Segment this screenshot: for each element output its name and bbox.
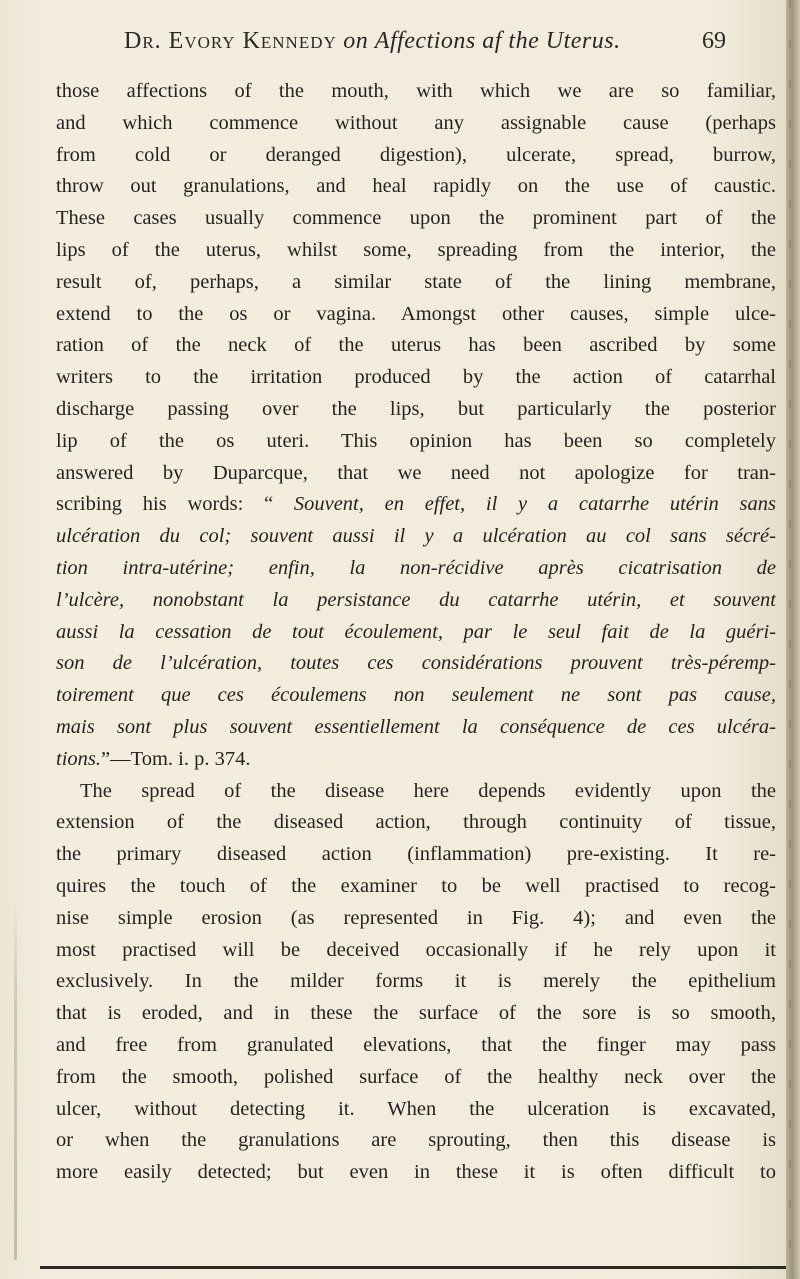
text-line-content: ulcer, without detecting it. When the ulceration is excavated, <box>56 1097 776 1120</box>
text-line <box>56 203 776 235</box>
text-line-content: the primary diseased action (inflammation) pre-existing. It re- <box>56 843 776 866</box>
text-line <box>56 871 776 903</box>
text-line-content: most practised will be deceived occasionally if he rely upon it <box>56 938 776 961</box>
text-line-content: scribing his words: “ <box>56 493 294 516</box>
text-line <box>56 680 776 712</box>
text-line <box>56 521 776 553</box>
text-line-content: from cold or deranged digestion), ulcerate, spread, burrow, <box>56 143 776 166</box>
quoted-french-text: tions. <box>56 747 101 770</box>
text-line-content: that is eroded, and in these the surface of the sore is so smooth, <box>56 1002 776 1025</box>
text-line-content: those affections of the mouth, with which we are so familiar, <box>56 80 776 102</box>
text-line <box>56 744 776 776</box>
text-line <box>56 1030 776 1062</box>
quoted-french-text: tion intra-utérine; enfin, la non-récidive après cicatrisation de <box>56 556 776 579</box>
text-line-content: or when the granulations are sprouting, then this disease is <box>56 1129 776 1152</box>
text-line <box>56 1125 776 1157</box>
text-line <box>56 1094 776 1126</box>
page-shadow <box>14 900 17 1260</box>
text-line <box>56 903 776 935</box>
text-line-content: and which commence without any assignable cause (perhaps <box>56 111 776 134</box>
quoted-french-text: toirement que ces écoulemens non seulement ne sont pas cause, <box>56 684 776 707</box>
text-line <box>56 807 776 839</box>
text-line <box>56 712 776 744</box>
running-head-title: Affections af the Uterus. <box>374 28 621 54</box>
quoted-french-text: son de l’ulcération, toutes ces considérations prouvent très-péremp- <box>56 652 776 675</box>
text-line <box>56 235 776 267</box>
text-line <box>56 776 776 808</box>
page-number: 69 <box>702 28 726 54</box>
text-line <box>56 330 776 362</box>
text-line-content: and free from granulated elevations, that the finger may pass <box>56 1033 776 1056</box>
text-line-content: from the smooth, polished surface of the healthy neck over the <box>56 1065 776 1088</box>
text-line <box>56 1157 776 1189</box>
text-line <box>56 1062 776 1094</box>
text-line-content: ration of the neck of the uterus has been ascribed by some <box>56 334 776 357</box>
text-line <box>56 966 776 998</box>
paragraph-start: The spread of the disease here depends evidently upon the <box>80 779 776 802</box>
text-line <box>56 648 776 680</box>
text-line <box>56 140 776 172</box>
text-line <box>56 426 776 458</box>
text-line-content: extension of the diseased action, through continuity of tissue, <box>56 811 776 834</box>
running-head-author: Dr. Evory Kennedy <box>124 28 337 54</box>
text-line <box>56 935 776 967</box>
quoted-french-text: ulcération du col; souvent aussi il y a ulcération au col sans sécré- <box>56 525 776 548</box>
text-line-content: lips of the uterus, whilst some, spreading from the interior, the <box>56 238 776 261</box>
quoted-french-text: mais sont plus souvent essentiellement la conséquence de ces ulcéra- <box>56 715 776 738</box>
running-head-connector: on <box>343 28 369 54</box>
text-line <box>56 617 776 649</box>
text-line <box>56 839 776 871</box>
text-line-content: more easily detected; but even in these it is often difficult to <box>56 1161 776 1184</box>
body-text <box>56 76 776 1189</box>
text-line-content: These cases usually commence upon the prominent part of the <box>56 207 776 230</box>
text-line <box>56 362 776 394</box>
quoted-french-text: l’ulcère, nonobstant la persistance du catarrhe utérin, et souvent <box>56 588 776 611</box>
text-line <box>56 108 776 140</box>
text-line <box>56 171 776 203</box>
text-line <box>56 553 776 585</box>
quoted-french-text: Souvent, en effet, il y a catarrhe utérin sans <box>293 493 776 516</box>
page-edge <box>786 0 800 1279</box>
text-line-content: extend to the os or vagina. Amongst other causes, simple ulce- <box>56 302 776 325</box>
text-line-content: quires the touch of the examiner to be well practised to recog- <box>56 874 776 897</box>
text-line <box>56 458 776 490</box>
text-line-content: throw out granulations, and heal rapidly on the use of caustic. <box>56 175 776 198</box>
citation: ”—Tom. i. p. 374. <box>101 747 251 770</box>
text-line-content: lip of the os uteri. This opinion has been so completely <box>56 429 776 452</box>
text-line <box>56 299 776 331</box>
text-line-content: exclusively. In the milder forms it is merely the epithelium <box>56 970 776 993</box>
text-line-content: nise simple erosion (as represented in Fig. 4); and even the <box>56 906 776 929</box>
text-line-content: discharge passing over the lips, but particularly the posterior <box>56 397 776 420</box>
running-head <box>124 28 684 68</box>
quoted-french-text: aussi la cessation de tout écoulement, par le seul fait de la guéri- <box>56 620 776 643</box>
text-line-content: answered by Duparcque, that we need not apologize for tran- <box>56 461 776 484</box>
text-line <box>56 998 776 1030</box>
text-line <box>56 489 776 521</box>
text-line <box>56 585 776 617</box>
text-line-content: writers to the irritation produced by the action of catarrhal <box>56 366 776 389</box>
bottom-rule <box>40 1266 788 1269</box>
text-line-content: result of, perhaps, a similar state of the lining membrane, <box>56 270 776 293</box>
text-line <box>56 76 776 108</box>
text-line <box>56 394 776 426</box>
text-line <box>56 267 776 299</box>
